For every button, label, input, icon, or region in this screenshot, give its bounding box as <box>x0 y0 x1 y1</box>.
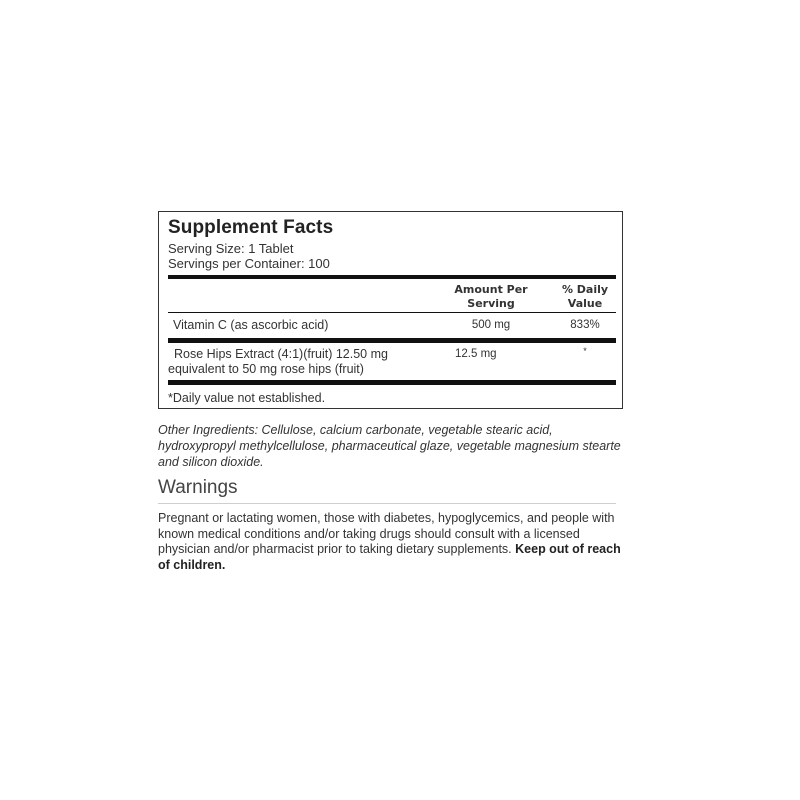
dv-header-line2: Value <box>567 297 603 310</box>
nutrient-name-continued: equivalent to 50 mg rose hips (fruit) <box>168 362 364 376</box>
servings-per-container: Servings per Container: 100 <box>168 256 330 271</box>
thick-divider <box>168 338 616 343</box>
footnote: *Daily value not established. <box>168 391 326 405</box>
thick-divider <box>168 380 616 385</box>
thin-divider <box>168 312 616 313</box>
warnings-text <box>158 511 628 573</box>
dv-header-line1: % Daily <box>561 283 609 296</box>
warnings-body: Pregnant or lactating women, those with diabetes, hypoglycemics, and people with known medical conditions and/or taking drugs should consult with a licensed physician and/or pharmacist prior to taking dietary supplements. <box>158 511 615 556</box>
nutrient-daily-value: 833% <box>570 319 600 331</box>
warnings-bold: Keep out of reach of children. <box>158 542 621 572</box>
thick-divider <box>168 275 616 279</box>
nutrient-name: Vitamin C (as ascorbic acid) <box>173 318 329 332</box>
nutrient-daily-value: * <box>583 346 587 356</box>
nutrient-name: Rose Hips Extract (4:1)(fruit) 12.50 mg <box>174 347 388 361</box>
other-ingredients: Other Ingredients: Cellulose, calcium carbonate, vegetable stearic acid, hydroxypropyl methylcellulose, pharmaceutical glaze, vegetable magnesium stearte and silicon dioxide. <box>158 423 621 469</box>
column-header-daily-value <box>554 283 616 311</box>
column-header-amount <box>441 283 541 311</box>
serving-size: Serving Size: 1 Tablet <box>168 241 294 256</box>
supplement-facts-panel <box>158 211 623 409</box>
amount-header-line2: Serving <box>467 297 515 310</box>
nutrient-amount: 500 mg <box>471 319 511 331</box>
nutrient-amount: 12.5 mg <box>455 348 497 360</box>
panel-title: Supplement Facts <box>168 217 334 238</box>
amount-header-line1: Amount Per <box>454 283 528 296</box>
warnings-divider <box>158 503 616 504</box>
warnings-heading: Warnings <box>158 477 238 498</box>
